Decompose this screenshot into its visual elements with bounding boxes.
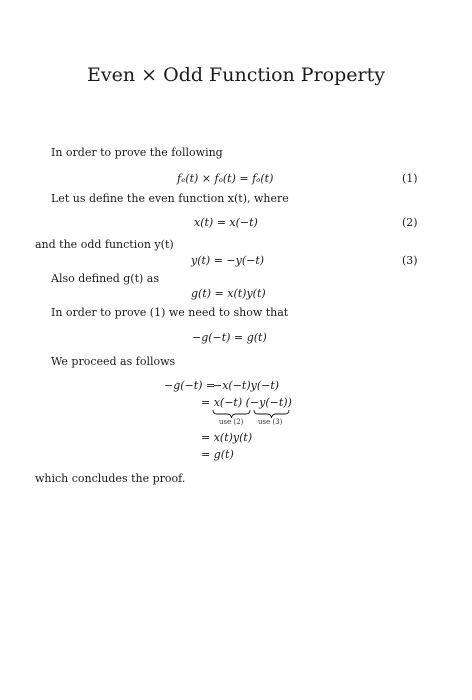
equation-show: −g(−t) = g(t) xyxy=(192,331,267,344)
conclusion-text: which concludes the proof. xyxy=(35,472,186,485)
derivation-step-1-rhs: −x(−t)y(−t) xyxy=(213,379,280,392)
define-g-text: Also defined g(t) as xyxy=(51,272,159,285)
underbrace-use-2 xyxy=(213,410,250,418)
equation-3: y(t) = −y(−t) xyxy=(191,254,265,267)
annotation-use-3: use (3) xyxy=(258,418,283,426)
derivation-step-4: = g(t) xyxy=(201,448,234,461)
equation-g: g(t) = x(t)y(t) xyxy=(191,287,266,300)
derivation-step-2: = x(−t) (−y(−t)) xyxy=(201,396,292,409)
equation-2-number: (2) xyxy=(402,216,418,229)
need-to-show-text: In order to prove (1) we need to show that xyxy=(51,306,289,319)
derivation-step-3: = x(t)y(t) xyxy=(201,431,253,444)
underbrace-use-3 xyxy=(254,410,289,418)
equation-1-number: (1) xyxy=(402,172,418,185)
proceed-text: We proceed as follows xyxy=(51,355,176,368)
annotation-use-2: use (2) xyxy=(219,418,244,426)
equation-3-number: (3) xyxy=(402,254,418,267)
even-function-definition: Let us define the even function x(t), where xyxy=(51,192,289,205)
derivation-step-1-lhs: −g(−t) = xyxy=(164,379,216,392)
odd-function-definition: and the odd function y(t) xyxy=(35,238,174,251)
page-title: Even × Odd Function Property xyxy=(87,64,385,86)
intro-text: In order to prove the following xyxy=(51,146,223,159)
equation-1: fₑ(t) × fₒ(t) = fₒ(t) xyxy=(177,172,274,185)
equation-2: x(t) = x(−t) xyxy=(194,216,258,229)
